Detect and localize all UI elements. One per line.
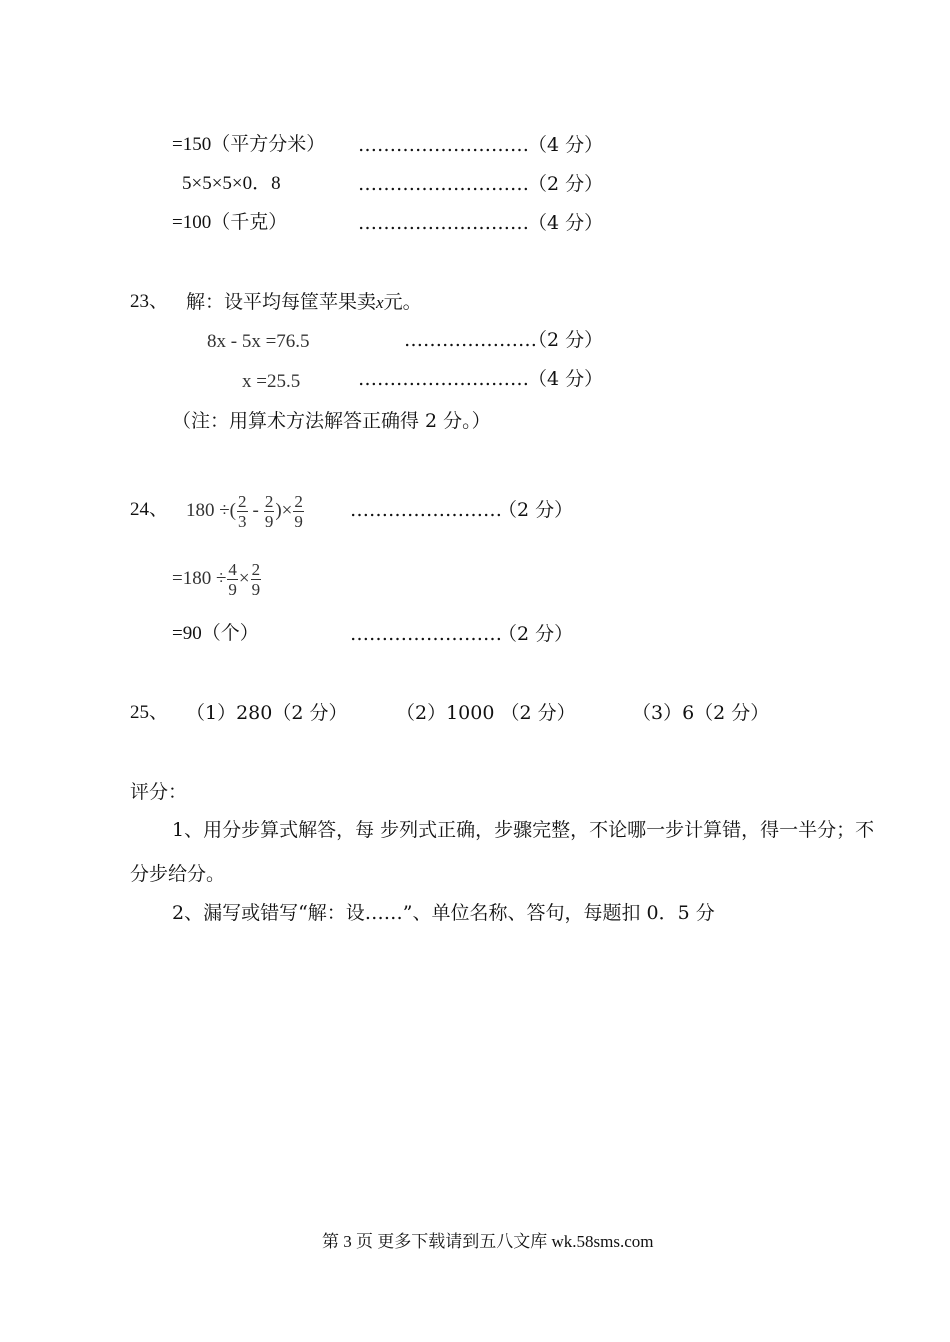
numerator: 4: [228, 559, 237, 579]
q23-solution-line: [186, 290, 422, 315]
numerator: 2: [238, 491, 247, 511]
close-paren-times: )×: [275, 500, 293, 521]
q25-part2: （2）1000 （2 分）: [396, 702, 576, 724]
q24-result: =90（个）: [172, 623, 259, 644]
denominator: 9: [264, 511, 274, 531]
q23-note: （注：用算术方法解答正确得 2 分。）: [172, 410, 491, 432]
q24-expression: [186, 490, 305, 531]
fraction: [293, 492, 304, 531]
score: （4 分）: [528, 368, 604, 390]
q25-part1: （1）280（2 分）: [186, 702, 348, 724]
denominator: 9: [251, 579, 261, 599]
question-number: 23、: [130, 291, 169, 312]
fraction: [237, 492, 248, 531]
page-footer: 第 3 页 更多下载请到五八文库 wk.58sms.com: [322, 1232, 654, 1251]
numerator: 2: [251, 559, 261, 579]
leader-dots: …………………: [404, 329, 537, 351]
grading-title: 评分：: [130, 781, 188, 803]
score: （2 分）: [528, 173, 604, 195]
leader-dots: ………………………: [358, 368, 529, 390]
weight-expression: 5×5×5×0．8: [182, 173, 281, 194]
times-sign: ×: [238, 568, 250, 589]
q23-variable: x: [376, 293, 384, 312]
minus-sign: -: [252, 500, 259, 521]
grading-rule-2: 2、漏写或错写“解：设……”、单位名称、答句，每题扣 0．5 分: [172, 902, 715, 924]
q24-step2: [172, 558, 262, 599]
fraction: [264, 492, 275, 531]
score: （4 分）: [528, 212, 604, 234]
q23-text-end: 元。: [383, 291, 422, 313]
numerator: 2: [294, 491, 303, 511]
weight-result: =100（千克）: [172, 212, 288, 233]
leader-dots: ………………………: [358, 212, 529, 234]
leader-dots: ………………………: [358, 173, 529, 195]
leader-dots: ……………………: [350, 623, 502, 645]
q23-answer: x =25.5: [242, 371, 301, 392]
q25-part3: （3）6（2 分）: [632, 702, 770, 724]
q24-prefix: 180 ÷(: [186, 500, 237, 521]
grading-rule-1: 1、用分步算式解答，每 步列式正确，步骤完整，不论哪一步计算错，得一半分；不分步给分。: [130, 819, 875, 885]
q23-text: 解：设平均每筐苹果卖: [186, 291, 377, 313]
fraction: [251, 560, 262, 599]
leader-dots: ………………………: [358, 134, 529, 156]
denominator: 9: [228, 579, 237, 599]
question-number: 24、: [130, 499, 169, 520]
denominator: 9: [294, 511, 303, 531]
score: （2 分）: [498, 623, 574, 645]
area-result: =150（平方分米）: [172, 134, 326, 155]
score: （2 分）: [498, 499, 574, 521]
q24-step2-prefix: =180 ÷: [172, 568, 227, 589]
score: （2 分）: [528, 329, 604, 351]
question-number: 25、: [130, 702, 169, 723]
score: （4 分）: [528, 134, 604, 156]
denominator: 3: [238, 511, 247, 531]
numerator: 2: [264, 491, 274, 511]
leader-dots: ……………………: [350, 499, 502, 521]
q23-equation: 8x - 5x =76.5: [207, 331, 310, 352]
fraction: [227, 560, 238, 599]
